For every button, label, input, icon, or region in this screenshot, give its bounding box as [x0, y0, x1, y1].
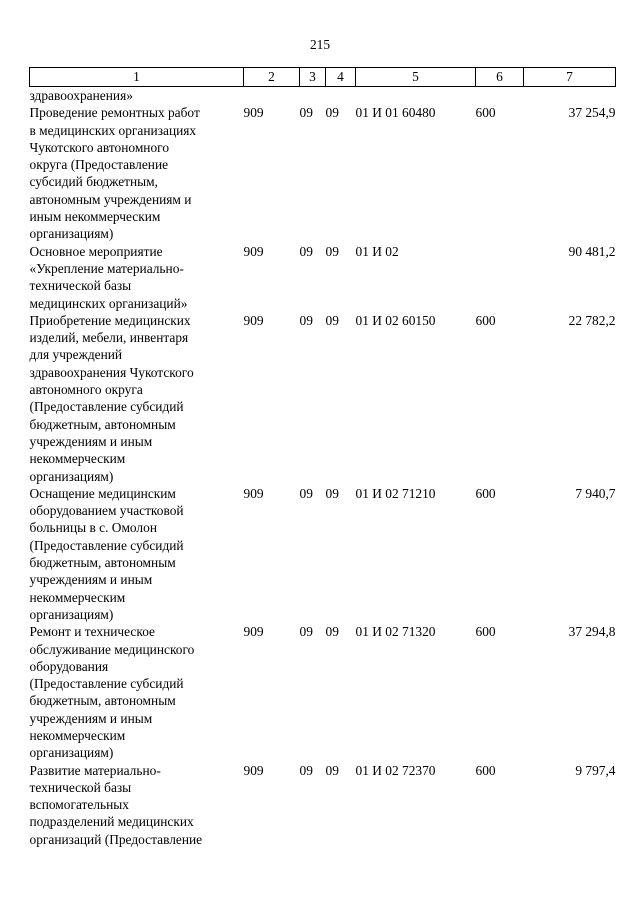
subsection-code-cell [326, 87, 356, 105]
description-line: «Укрепление материально- [29, 260, 184, 276]
table-body [30, 87, 616, 849]
section-code-cell: 09 [299, 312, 313, 328]
description-cell [30, 762, 244, 848]
description-cell [30, 243, 244, 312]
description-line: здравоохранения Чукотского [29, 364, 194, 380]
table-row [30, 623, 616, 761]
description-line: оборудованием участковой [29, 503, 184, 519]
description-line: организаций (Предоставление [29, 831, 203, 847]
table-header-row [30, 68, 616, 87]
admin-code-cell: 909 [243, 485, 264, 501]
subsection-code-cell: 09 [325, 762, 339, 778]
description-line: Развитие материально- [29, 762, 161, 778]
subsection-code-cell: 09 [325, 624, 339, 640]
admin-code-cell: 909 [243, 105, 264, 121]
header-col-3: 3 [300, 68, 326, 87]
description-line: подразделений медицинских [29, 814, 194, 830]
header-col-5: 5 [356, 68, 476, 87]
description-line: организациям) [29, 468, 114, 484]
amount-cell: 22 782,2 [568, 312, 616, 328]
description-line: бюджетным, автономным [29, 693, 176, 709]
header-col-7: 7 [524, 68, 616, 87]
description-line: (Предоставление субсидий [29, 537, 184, 553]
article-code-cell: 01 И 02 [355, 243, 399, 259]
amount-cell: 7 940,7 [575, 485, 616, 501]
description-line: учреждениям и иным [29, 572, 153, 588]
admin-code-cell: 909 [243, 312, 264, 328]
description-line: автономным учреждениям и [29, 191, 192, 207]
description-line: больницы в с. Омолон [29, 520, 157, 536]
description-line: некоммерческим [29, 451, 126, 467]
article-code-cell: 01 И 02 71210 [355, 485, 436, 501]
admin-code-cell: 909 [243, 762, 264, 778]
description-cell [30, 312, 244, 485]
description-cell [30, 87, 244, 105]
description-cell [30, 485, 244, 623]
description-line: Оснащение медицинским [29, 485, 176, 501]
description-line: здравоохранения» [29, 88, 133, 103]
subsection-code-cell: 09 [325, 485, 339, 501]
description-line: учреждениям и иным [29, 433, 153, 449]
section-code-cell: 09 [299, 485, 313, 501]
description-line: некоммерческим [29, 589, 126, 605]
article-code-cell: 01 И 02 60150 [355, 312, 436, 328]
admin-code-cell: 909 [243, 243, 264, 259]
header-col-1: 1 [30, 68, 244, 87]
description-line: субсидий бюджетным, [29, 174, 159, 190]
expense-type-cell: 600 [475, 624, 496, 640]
description-line: (Предоставление субсидий [29, 676, 184, 692]
description-line: вспомогательных [29, 797, 129, 813]
description-line: Основное мероприятие [29, 243, 163, 259]
description-line: автономного округа [29, 382, 143, 398]
description-line: округа (Предоставление [29, 157, 169, 173]
table-row [30, 104, 616, 242]
description-cell [30, 623, 244, 761]
expense-type-cell: 600 [475, 762, 496, 778]
section-code-cell: 09 [299, 105, 313, 121]
description-line: организациям) [29, 226, 114, 242]
description-line: организациям) [29, 745, 114, 761]
description-line: Ремонт и техническое [29, 624, 155, 640]
table-row [30, 485, 616, 623]
description-line: для учреждений [29, 347, 123, 363]
header-col-6: 6 [476, 68, 524, 87]
expense-type-cell [476, 243, 524, 312]
description-line: иным некоммерческим [29, 209, 161, 225]
amount-cell: 37 254,9 [568, 105, 616, 121]
subsection-code-cell: 09 [325, 312, 339, 328]
expense-type-cell: 600 [475, 312, 496, 328]
description-line: организациям) [29, 606, 114, 622]
description-line: учреждениям и иным [29, 710, 153, 726]
description-line: технической базы [29, 278, 132, 294]
expense-type-cell: 600 [475, 485, 496, 501]
section-code-cell: 09 [299, 243, 313, 259]
description-line: Проведение ремонтных работ [29, 105, 200, 121]
description-line: бюджетным, автономным [29, 555, 176, 571]
header-col-2: 2 [244, 68, 300, 87]
table-row [30, 243, 616, 312]
amount-cell: 37 294,8 [568, 624, 616, 640]
header-col-4: 4 [326, 68, 356, 87]
table-row [30, 762, 616, 848]
description-line: бюджетным, автономным [29, 416, 176, 432]
description-line: некоммерческим [29, 727, 126, 743]
admin-code-cell [244, 87, 300, 105]
subsection-code-cell: 09 [325, 243, 339, 259]
expense-type-cell [476, 87, 524, 105]
amount-cell [524, 87, 616, 105]
table-row [30, 312, 616, 485]
description-line: (Предоставление субсидий [29, 399, 184, 415]
section-code-cell: 09 [299, 762, 313, 778]
article-code-cell: 01 И 02 71320 [355, 624, 436, 640]
description-line: обслуживание медицинского [29, 641, 195, 657]
section-code-cell [300, 87, 326, 105]
table-row [30, 87, 616, 105]
description-line: изделий, мебели, инвентаря [29, 330, 189, 346]
budget-table [29, 67, 616, 848]
description-line: Чукотского автономного [29, 139, 170, 155]
article-code-cell: 01 И 01 60480 [355, 105, 436, 121]
description-line: в медицинских организациях [29, 122, 197, 138]
description-line: технической базы [29, 779, 132, 795]
amount-cell: 9 797,4 [575, 762, 616, 778]
description-line: медицинских организаций» [29, 295, 188, 311]
description-line: оборудования [29, 658, 109, 674]
description-cell [30, 104, 244, 242]
subsection-code-cell: 09 [325, 105, 339, 121]
article-code-cell [356, 87, 476, 105]
amount-cell: 90 481,2 [568, 243, 616, 259]
article-code-cell: 01 И 02 72370 [355, 762, 436, 778]
expense-type-cell: 600 [475, 105, 496, 121]
description-line: Приобретение медицинских [29, 312, 191, 328]
page-number: 215 [309, 37, 331, 52]
section-code-cell: 09 [299, 624, 313, 640]
admin-code-cell: 909 [243, 624, 264, 640]
